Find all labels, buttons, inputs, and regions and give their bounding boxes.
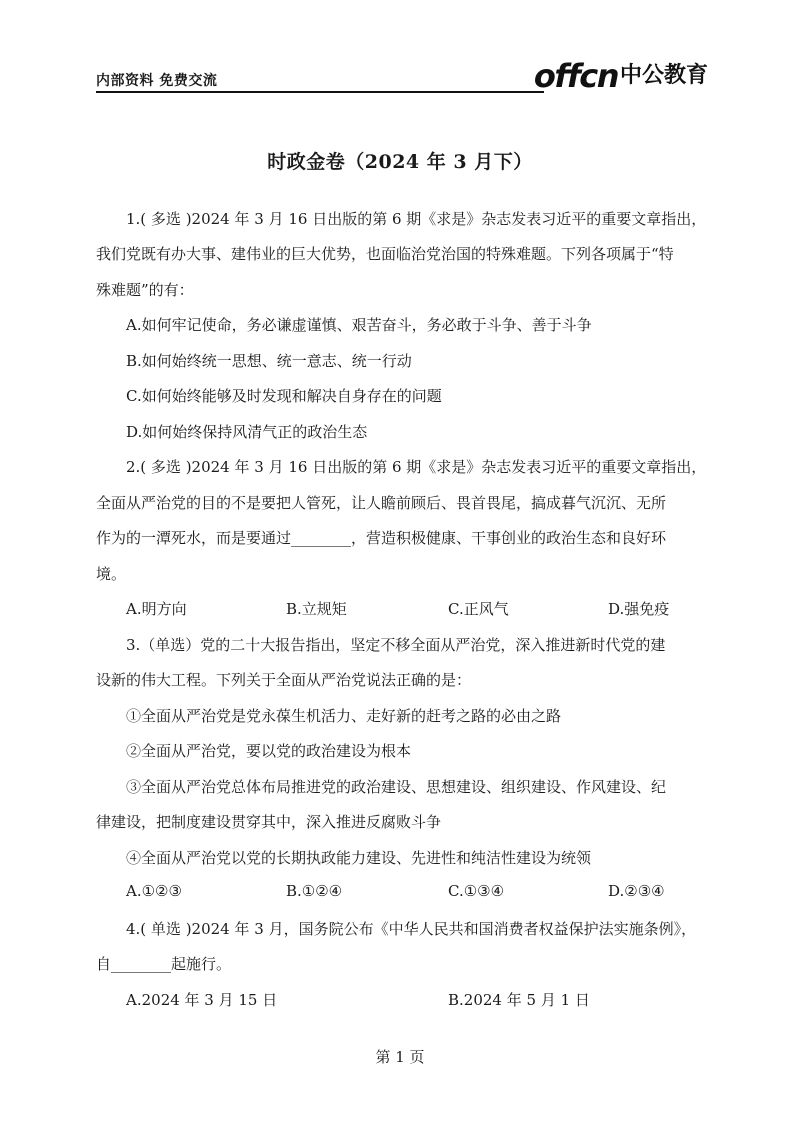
q3-statement-3-cont: 律建设，把制度建设贯穿其中，深入推进反腐败斗争 xyxy=(96,813,442,831)
q4-option-b: B.2024 年 5 月 1 日 xyxy=(448,991,590,1009)
header-label: 内部资料 免费交流 xyxy=(96,73,218,89)
page-title: 时政金卷（2024 年 3 月下） xyxy=(267,151,533,173)
page-header xyxy=(96,57,708,95)
offcn-logo xyxy=(533,57,708,95)
q1-option-b: B.如何始终统一思想、统一意志、统一行动 xyxy=(126,352,412,370)
q2-stem-line: 2.( 多选 )2024 年 3 月 16 日出版的第 6 期《求是》杂志发表习近平的重要文章指出， xyxy=(126,458,707,476)
q3-statement-4: ④全面从严治党以党的长期执政能力建设、先进性和纯洁性建设为统领 xyxy=(126,849,592,867)
q3-statement-2: ②全面从严治党，要以党的政治建设为根本 xyxy=(126,742,412,760)
header-rule xyxy=(96,91,544,93)
q4-stem-line: 自________起施行。 xyxy=(96,955,232,973)
page-number: 第 1 页 xyxy=(375,1048,425,1066)
q2-stem-line: 作为的一潭死水，而是要通过________，营造积极健康、干事创业的政治生态和良好环 xyxy=(96,529,667,547)
q3-option-b: B.①②④ xyxy=(286,882,343,900)
q3-stem-line: 3.（单选）党的二十大报告指出，坚定不移全面从严治党，深入推进新时代党的建 xyxy=(126,636,666,654)
q1-option-a: A.如何牢记使命，务必谦虚谨慎、艰苦奋斗，务必敢于斗争、善于斗争 xyxy=(126,316,592,334)
q1-stem-line: 殊难题”的有： xyxy=(96,281,194,299)
q2-stem-line: 全面从严治党的目的不是要把人管死，让人瞻前顾后、畏首畏尾，搞成暮气沉沉、无所 xyxy=(96,494,667,512)
q4-option-a: A.2024 年 3 月 15 日 xyxy=(126,991,278,1009)
q3-option-d: D.②③④ xyxy=(608,882,665,900)
q3-statement-3: ③全面从严治党总体布局推进党的政治建设、思想建设、组织建设、作风建设、纪 xyxy=(126,778,667,796)
q4-stem-line: 4.( 单选 )2024 年 3 月，国务院公布《中华人民共和国消费者权益保护法实施条例》， xyxy=(126,920,697,938)
q1-stem-line: 我们党既有办大事、建伟业的巨大优势，也面临治党治国的特殊难题。下列各项属于“特 xyxy=(96,245,674,263)
q2-option-a: A.明方向 xyxy=(126,600,187,618)
q1-option-d: D.如何始终保持风清气正的政治生态 xyxy=(126,423,368,441)
logo-english: offcn xyxy=(533,57,618,95)
q2-option-d: D.强免疫 xyxy=(608,600,670,618)
q3-option-c: C.①③④ xyxy=(448,882,505,900)
q3-option-a: A.①②③ xyxy=(126,882,182,900)
q1-stem-line: 1.( 多选 )2024 年 3 月 16 日出版的第 6 期《求是》杂志发表习近平的重要文章指出， xyxy=(126,210,707,228)
q2-stem-line: 境。 xyxy=(96,565,127,583)
q3-stem-line: 设新的伟大工程。下列关于全面从严治党说法正确的是： xyxy=(96,671,472,689)
q2-option-b: B.立规矩 xyxy=(286,600,347,618)
logo-chinese: 中公教育 xyxy=(619,63,708,88)
q2-option-c: C.正风气 xyxy=(448,600,509,618)
q1-option-c: C.如何始终能够及时发现和解决自身存在的问题 xyxy=(126,387,442,405)
q3-statement-1: ①全面从严治党是党永葆生机活力、走好新的赶考之路的必由之路 xyxy=(126,707,562,725)
